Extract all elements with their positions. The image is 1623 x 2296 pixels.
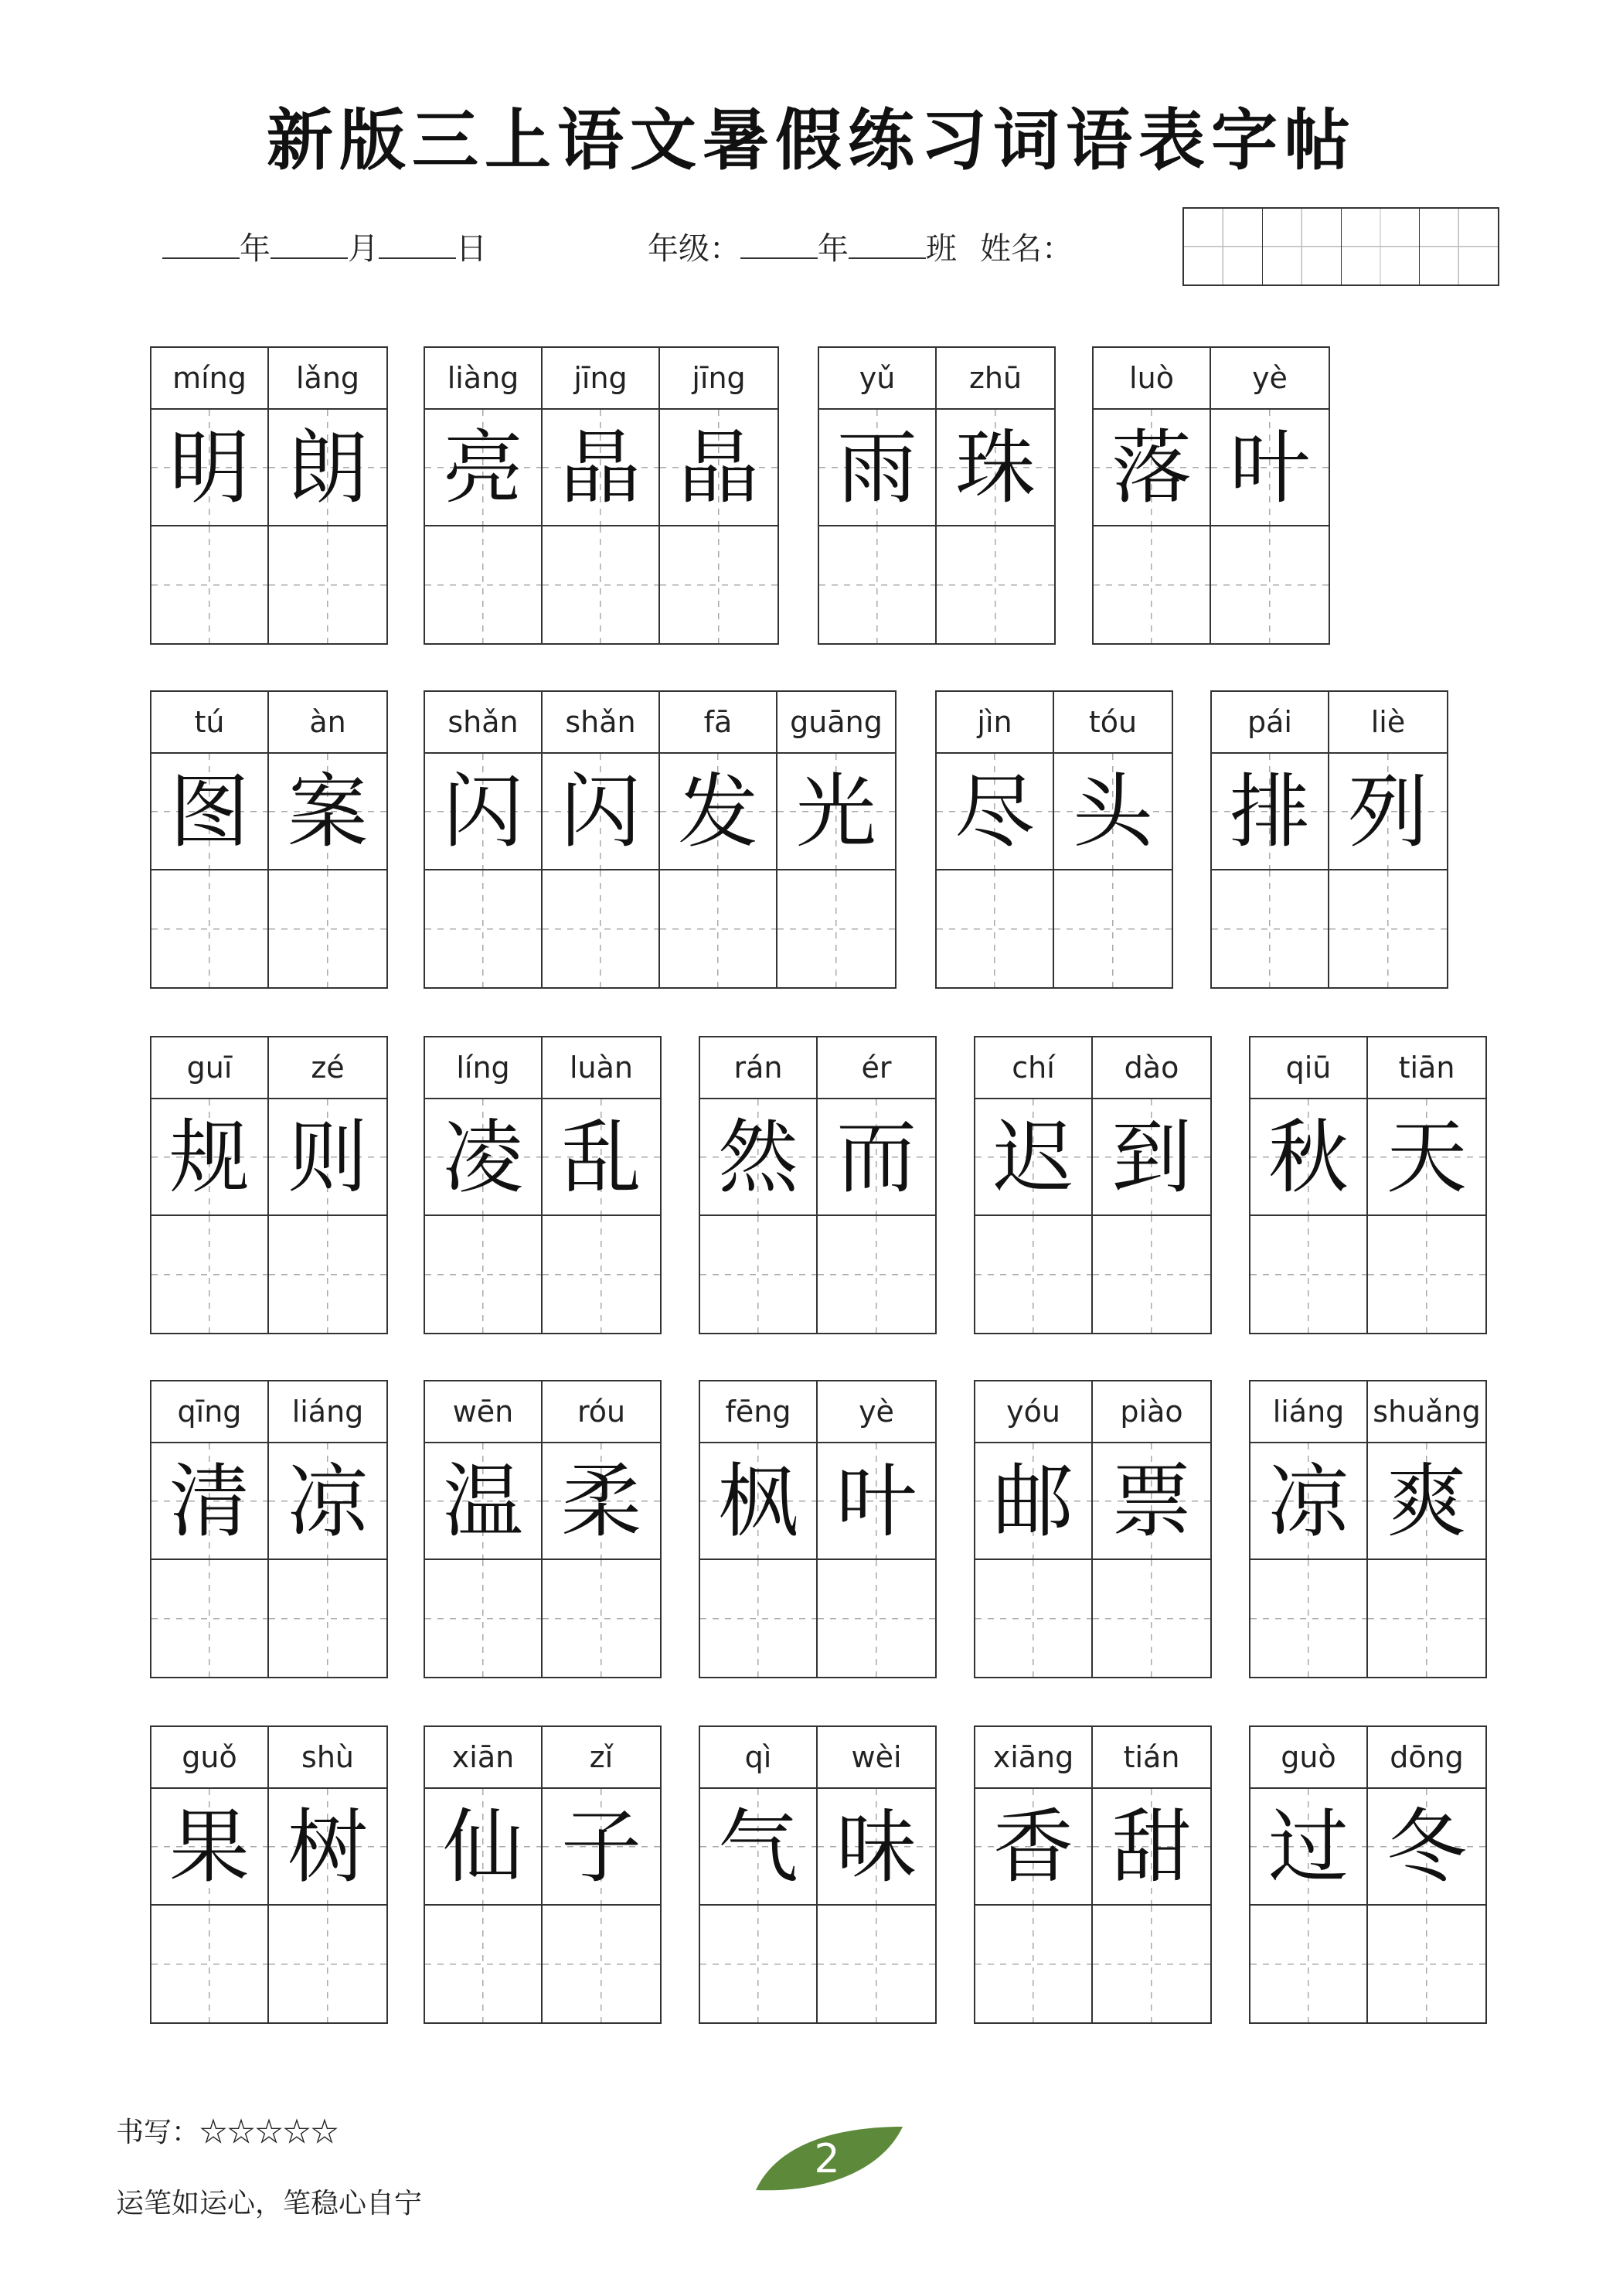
model-char-cell xyxy=(1368,1443,1485,1560)
pinyin-label: qiū xyxy=(1250,1037,1366,1099)
word-box xyxy=(424,690,897,989)
practice-cell[interactable] xyxy=(818,1560,935,1677)
model-char: 香 xyxy=(992,1799,1073,1894)
char-column xyxy=(269,1381,386,1677)
model-char-cell xyxy=(1250,1099,1366,1216)
model-char: 秋 xyxy=(1267,1109,1349,1204)
pinyin-label: qīng xyxy=(151,1381,267,1443)
word-box xyxy=(818,346,1056,645)
practice-cell[interactable] xyxy=(543,870,658,987)
model-char-cell xyxy=(151,1443,267,1560)
model-char: 树 xyxy=(287,1799,368,1894)
practice-cell[interactable] xyxy=(975,1216,1091,1333)
practice-cell[interactable] xyxy=(1211,526,1329,643)
model-char-cell xyxy=(151,1789,267,1906)
pinyin-label: chí xyxy=(975,1037,1091,1099)
char-column xyxy=(819,348,937,643)
char-column xyxy=(425,348,543,643)
model-char: 冬 xyxy=(1386,1799,1467,1894)
char-column xyxy=(937,692,1054,987)
pinyin-label: lǎng xyxy=(269,348,386,410)
model-char: 则 xyxy=(287,1109,368,1204)
model-char: 光 xyxy=(795,764,876,859)
date-line xyxy=(162,224,487,268)
model-char-cell xyxy=(1368,1099,1485,1216)
model-char-cell xyxy=(700,1099,816,1216)
pinyin-label: jìn xyxy=(937,692,1053,754)
model-char-cell xyxy=(700,1789,816,1906)
model-char-cell xyxy=(1250,1789,1366,1906)
model-char-cell xyxy=(975,1443,1091,1560)
practice-cell[interactable] xyxy=(819,526,935,643)
model-char: 叶 xyxy=(1229,420,1310,515)
model-char-cell xyxy=(1368,1789,1485,1906)
char-column xyxy=(1212,692,1329,987)
practice-cell[interactable] xyxy=(700,1560,816,1677)
pinyin-label: qì xyxy=(700,1727,816,1789)
word-box xyxy=(424,1725,662,2024)
char-column xyxy=(425,692,543,987)
practice-cell[interactable] xyxy=(151,526,267,643)
char-column xyxy=(975,1381,1093,1677)
page-title: 新版三上语文暑假练习词语表字帖 xyxy=(267,101,1356,179)
model-char-cell xyxy=(269,1789,386,1906)
word-box xyxy=(150,1725,388,2024)
practice-cell[interactable] xyxy=(937,526,1054,643)
pinyin-label: yóu xyxy=(975,1381,1091,1443)
practice-cell[interactable] xyxy=(1093,1216,1210,1333)
practice-cell[interactable] xyxy=(1250,1216,1366,1333)
practice-cell[interactable] xyxy=(1093,1906,1210,2022)
pinyin-label: liàng xyxy=(425,348,541,410)
pinyin-label: jīng xyxy=(660,348,777,410)
model-char: 发 xyxy=(677,764,758,859)
model-char-cell xyxy=(425,1443,541,1560)
model-char-cell xyxy=(269,410,386,526)
name-cell[interactable] xyxy=(1342,209,1421,284)
char-column xyxy=(543,1037,660,1333)
practice-cell[interactable] xyxy=(777,870,895,987)
char-column xyxy=(700,1727,818,2022)
char-column xyxy=(1368,1381,1485,1677)
pinyin-label: piào xyxy=(1093,1381,1210,1443)
model-char: 而 xyxy=(835,1109,917,1204)
practice-cell[interactable] xyxy=(543,1906,660,2022)
model-char-cell xyxy=(1250,1443,1366,1560)
model-char-cell xyxy=(1093,1443,1210,1560)
char-column xyxy=(1094,348,1211,643)
practice-cell[interactable] xyxy=(269,1560,386,1677)
model-char-cell xyxy=(425,410,541,526)
char-column xyxy=(1368,1727,1485,2022)
char-column xyxy=(777,692,895,987)
model-char-cell xyxy=(269,1099,386,1216)
practice-cell[interactable] xyxy=(660,870,776,987)
practice-cell[interactable] xyxy=(818,1216,935,1333)
page-number: 2 xyxy=(814,2135,840,2182)
model-char: 排 xyxy=(1229,764,1310,859)
model-char-cell xyxy=(818,1789,935,1906)
char-column xyxy=(543,1727,660,2022)
model-char-cell xyxy=(975,1789,1091,1906)
char-column xyxy=(1329,692,1447,987)
pinyin-label: shuǎng xyxy=(1368,1381,1485,1443)
model-char-cell xyxy=(543,1789,660,1906)
name-label: 姓名： xyxy=(980,231,1073,267)
model-char: 明 xyxy=(168,420,250,515)
model-char-cell xyxy=(269,1443,386,1560)
practice-cell[interactable] xyxy=(1250,1560,1366,1677)
model-char: 叶 xyxy=(835,1453,917,1548)
char-column xyxy=(975,1037,1093,1333)
grade-blank[interactable] xyxy=(740,233,818,259)
char-column xyxy=(269,1037,386,1333)
model-char-cell xyxy=(818,1099,935,1216)
model-char: 子 xyxy=(560,1799,641,1894)
month-blank[interactable] xyxy=(270,233,348,259)
practice-cell[interactable] xyxy=(425,1906,541,2022)
word-box xyxy=(1249,1036,1487,1334)
word-box xyxy=(150,690,388,989)
char-column xyxy=(425,1381,543,1677)
pinyin-label: fā xyxy=(660,692,776,754)
char-column xyxy=(1250,1727,1368,2022)
model-char: 尽 xyxy=(954,764,1035,859)
model-char: 枫 xyxy=(717,1453,798,1548)
model-char-cell xyxy=(151,410,267,526)
char-column xyxy=(269,348,386,643)
model-char-cell xyxy=(425,1099,541,1216)
pinyin-label: xiān xyxy=(425,1727,541,1789)
model-char: 温 xyxy=(442,1453,523,1548)
model-char-cell xyxy=(975,1099,1091,1216)
model-char-cell xyxy=(543,410,658,526)
model-char: 闪 xyxy=(560,764,641,859)
day-blank[interactable] xyxy=(379,233,456,259)
model-char-cell xyxy=(1329,754,1447,870)
model-char: 凉 xyxy=(1267,1453,1349,1548)
model-char-cell xyxy=(937,754,1053,870)
model-char-cell xyxy=(151,754,267,870)
class-label: 班 xyxy=(926,231,957,267)
pinyin-label: róu xyxy=(543,1381,660,1443)
model-char: 晶 xyxy=(560,420,641,515)
model-char-cell xyxy=(543,1099,660,1216)
pinyin-label: wēn xyxy=(425,1381,541,1443)
practice-cell[interactable] xyxy=(151,1560,267,1677)
model-char: 迟 xyxy=(992,1109,1073,1204)
model-char: 天 xyxy=(1386,1109,1467,1204)
model-char-cell xyxy=(937,410,1054,526)
pinyin-label: tú xyxy=(151,692,267,754)
grade-year-label: 年 xyxy=(818,231,849,267)
practice-cell[interactable] xyxy=(1212,870,1328,987)
char-column xyxy=(269,1727,386,2022)
pinyin-label: yè xyxy=(1211,348,1329,410)
pinyin-label: pái xyxy=(1212,692,1328,754)
practice-cell[interactable] xyxy=(425,1560,541,1677)
practice-cell[interactable] xyxy=(660,526,777,643)
char-column xyxy=(700,1381,818,1677)
model-char: 票 xyxy=(1111,1453,1192,1548)
word-box xyxy=(974,1725,1212,2024)
model-char: 规 xyxy=(168,1109,250,1204)
model-char: 闪 xyxy=(442,764,523,859)
practice-cell[interactable] xyxy=(543,1560,660,1677)
model-char: 甜 xyxy=(1111,1799,1192,1894)
pinyin-label: guǒ xyxy=(151,1727,267,1789)
practice-cell[interactable] xyxy=(269,1216,386,1333)
grade-line xyxy=(648,224,1073,268)
model-char: 凉 xyxy=(287,1453,368,1548)
word-box xyxy=(699,1380,937,1678)
model-char-cell xyxy=(1093,1099,1210,1216)
pinyin-label: jīng xyxy=(543,348,658,410)
practice-cell[interactable] xyxy=(425,526,541,643)
char-column xyxy=(1054,692,1172,987)
model-char: 过 xyxy=(1267,1799,1349,1894)
word-box xyxy=(1249,1380,1487,1678)
practice-cell[interactable] xyxy=(700,1906,816,2022)
model-char: 凌 xyxy=(442,1109,523,1204)
practice-cell[interactable] xyxy=(269,870,386,987)
practice-cell[interactable] xyxy=(1094,526,1210,643)
model-char-cell xyxy=(543,1443,660,1560)
model-char-cell xyxy=(777,754,895,870)
practice-cell[interactable] xyxy=(151,1906,267,2022)
practice-cell[interactable] xyxy=(1329,870,1447,987)
model-char: 头 xyxy=(1072,764,1153,859)
word-box xyxy=(935,690,1173,989)
pinyin-label: yè xyxy=(818,1381,935,1443)
char-column xyxy=(818,1381,935,1677)
word-box xyxy=(974,1036,1212,1334)
model-char: 落 xyxy=(1111,420,1192,515)
char-column xyxy=(543,348,660,643)
pinyin-label: àn xyxy=(269,692,386,754)
motto: 运笔如运心，笔稳心自宁 xyxy=(116,2188,423,2219)
model-char: 然 xyxy=(717,1109,798,1204)
model-char: 图 xyxy=(168,764,250,859)
char-column xyxy=(543,692,660,987)
practice-cell[interactable] xyxy=(1093,1560,1210,1677)
word-box xyxy=(974,1380,1212,1678)
model-char: 味 xyxy=(835,1799,917,1894)
month-label: 月 xyxy=(348,231,379,267)
pinyin-label: guò xyxy=(1250,1727,1366,1789)
practice-cell[interactable] xyxy=(425,870,541,987)
pinyin-label: líng xyxy=(425,1037,541,1099)
char-column xyxy=(818,1727,935,2022)
word-box xyxy=(424,346,779,645)
pinyin-label: guāng xyxy=(777,692,895,754)
model-char-cell xyxy=(819,410,935,526)
practice-cell[interactable] xyxy=(543,1216,660,1333)
model-char-cell xyxy=(700,1443,816,1560)
char-column xyxy=(151,1037,269,1333)
pinyin-label: dào xyxy=(1093,1037,1210,1099)
model-char: 朗 xyxy=(287,420,368,515)
pinyin-label: wèi xyxy=(818,1727,935,1789)
model-char: 清 xyxy=(168,1453,250,1548)
model-char-cell xyxy=(1054,754,1172,870)
char-column xyxy=(1211,348,1329,643)
model-char-cell xyxy=(1211,410,1329,526)
word-box xyxy=(699,1036,937,1334)
practice-cell[interactable] xyxy=(975,1906,1091,2022)
char-column xyxy=(700,1037,818,1333)
pinyin-label: míng xyxy=(151,348,267,410)
practice-cell[interactable] xyxy=(975,1560,1091,1677)
model-char-cell xyxy=(543,754,658,870)
char-column xyxy=(425,1037,543,1333)
name-grid[interactable] xyxy=(1182,207,1499,286)
pinyin-label: guī xyxy=(151,1037,267,1099)
model-char-cell xyxy=(1094,410,1210,526)
pinyin-label: tián xyxy=(1093,1727,1210,1789)
name-cell[interactable] xyxy=(1184,209,1263,284)
word-box xyxy=(150,1380,388,1678)
practice-cell[interactable] xyxy=(425,1216,541,1333)
word-box xyxy=(424,1036,662,1334)
grade-label: 年级： xyxy=(648,231,740,267)
model-char-cell xyxy=(1212,754,1328,870)
model-char: 雨 xyxy=(836,420,917,515)
char-column xyxy=(269,692,386,987)
char-column xyxy=(425,1727,543,2022)
pinyin-label: luò xyxy=(1094,348,1210,410)
pinyin-label: shǎn xyxy=(425,692,541,754)
pinyin-label: zé xyxy=(269,1037,386,1099)
model-char-cell xyxy=(660,754,776,870)
pinyin-label: shù xyxy=(269,1727,386,1789)
practice-cell[interactable] xyxy=(700,1216,816,1333)
pinyin-label: ér xyxy=(818,1037,935,1099)
practice-cell[interactable] xyxy=(1368,1560,1485,1677)
model-char-cell xyxy=(818,1443,935,1560)
word-box xyxy=(699,1725,937,2024)
year-label: 年 xyxy=(240,231,270,267)
char-column xyxy=(818,1037,935,1333)
practice-cell[interactable] xyxy=(937,870,1053,987)
pinyin-label: tiān xyxy=(1368,1037,1485,1099)
pinyin-label: liáng xyxy=(1250,1381,1366,1443)
practice-cell[interactable] xyxy=(269,526,386,643)
year-blank[interactable] xyxy=(162,233,240,259)
pinyin-label: luàn xyxy=(543,1037,660,1099)
word-box xyxy=(1210,690,1448,989)
char-column xyxy=(543,1381,660,1677)
word-box xyxy=(150,346,388,645)
pinyin-label: rán xyxy=(700,1037,816,1099)
practice-cell[interactable] xyxy=(1250,1906,1366,2022)
model-char: 果 xyxy=(168,1799,250,1894)
practice-cell[interactable] xyxy=(269,1906,386,2022)
char-column xyxy=(151,1381,269,1677)
practice-cell[interactable] xyxy=(151,1216,267,1333)
model-char-cell xyxy=(660,410,777,526)
practice-cell[interactable] xyxy=(1368,1906,1485,2022)
model-char-cell xyxy=(151,1099,267,1216)
class-blank[interactable] xyxy=(849,233,926,259)
pinyin-label: shǎn xyxy=(543,692,658,754)
writing-rating: 书写：☆☆☆☆☆ xyxy=(116,2117,339,2148)
pinyin-label: liáng xyxy=(269,1381,386,1443)
model-char: 乱 xyxy=(560,1109,641,1204)
model-char: 列 xyxy=(1347,764,1428,859)
practice-cell[interactable] xyxy=(818,1906,935,2022)
pinyin-label: liè xyxy=(1329,692,1447,754)
model-char: 邮 xyxy=(992,1453,1073,1548)
model-char-cell xyxy=(425,754,541,870)
pinyin-label: xiāng xyxy=(975,1727,1091,1789)
practice-cell[interactable] xyxy=(151,870,267,987)
pinyin-label: zhū xyxy=(937,348,1054,410)
char-column xyxy=(660,348,777,643)
model-char: 案 xyxy=(287,764,368,859)
char-column xyxy=(1250,1037,1368,1333)
pinyin-label: dōng xyxy=(1368,1727,1485,1789)
model-char: 柔 xyxy=(560,1453,641,1548)
practice-cell[interactable] xyxy=(1054,870,1172,987)
char-column xyxy=(1093,1381,1210,1677)
char-column xyxy=(937,348,1054,643)
char-column xyxy=(1368,1037,1485,1333)
char-column xyxy=(151,348,269,643)
pinyin-label: tóu xyxy=(1054,692,1172,754)
practice-cell[interactable] xyxy=(1368,1216,1485,1333)
model-char-cell xyxy=(425,1789,541,1906)
model-char: 仙 xyxy=(442,1799,523,1894)
model-char: 爽 xyxy=(1386,1453,1467,1548)
model-char: 晶 xyxy=(678,420,759,515)
word-box xyxy=(150,1036,388,1334)
model-char: 亮 xyxy=(442,420,523,515)
model-char-cell xyxy=(269,754,386,870)
name-cell[interactable] xyxy=(1263,209,1342,284)
name-cell[interactable] xyxy=(1420,209,1498,284)
model-char: 珠 xyxy=(954,420,1036,515)
word-box xyxy=(1092,346,1330,645)
char-column xyxy=(1093,1037,1210,1333)
char-column xyxy=(975,1727,1093,2022)
char-column xyxy=(151,692,269,987)
model-char: 气 xyxy=(717,1799,798,1894)
char-column xyxy=(660,692,777,987)
model-char: 到 xyxy=(1111,1109,1192,1204)
pinyin-label: fēng xyxy=(700,1381,816,1443)
pinyin-label: yǔ xyxy=(819,348,935,410)
char-column xyxy=(151,1727,269,2022)
pinyin-label: zǐ xyxy=(543,1727,660,1789)
model-char-cell xyxy=(1093,1789,1210,1906)
word-box xyxy=(1249,1725,1487,2024)
char-column xyxy=(1250,1381,1368,1677)
practice-cell[interactable] xyxy=(543,526,658,643)
char-column xyxy=(1093,1727,1210,2022)
word-box xyxy=(424,1380,662,1678)
day-label: 日 xyxy=(456,231,487,267)
